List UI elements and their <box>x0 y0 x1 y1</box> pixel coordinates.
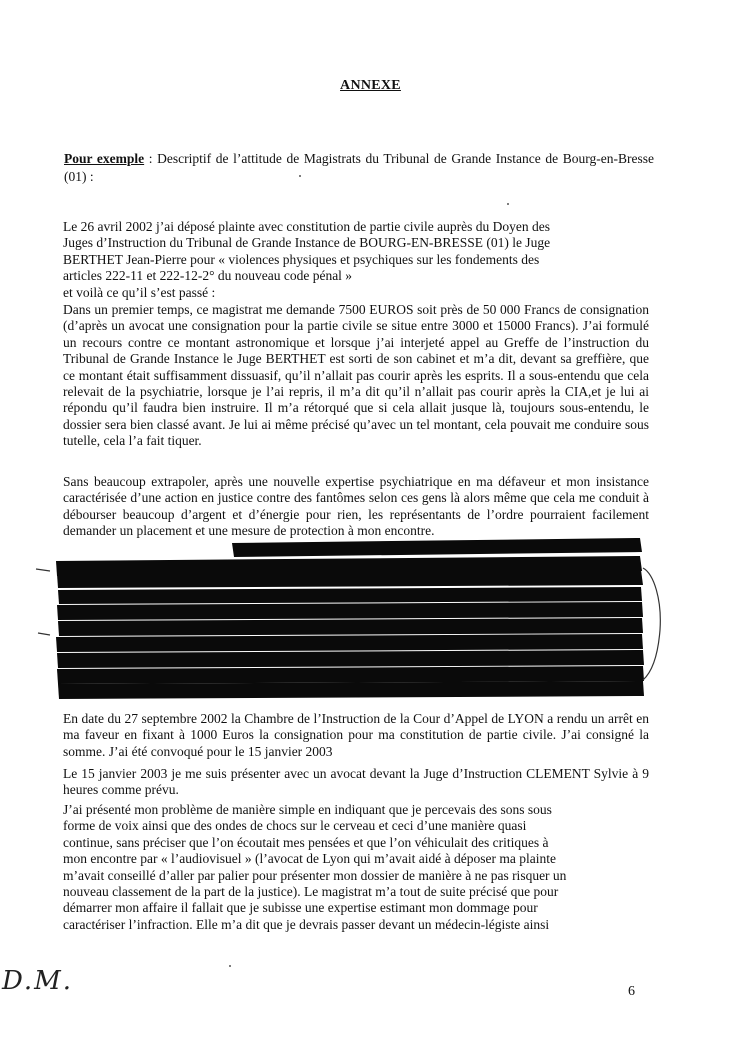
redaction-bar <box>57 666 644 684</box>
margin-mark <box>36 569 50 571</box>
redaction-bar <box>56 556 642 576</box>
margin-mark <box>643 568 660 680</box>
redaction-bar <box>57 570 643 588</box>
text-line: caractériser l’infraction. Elle m’a dit que je devrais passer devant un médecin-légiste ainsi <box>63 916 550 932</box>
redaction-bar <box>58 681 644 699</box>
paragraph-hearing <box>63 766 649 799</box>
page-title: ANNEXE <box>340 78 401 93</box>
text-line: Juges d’Instruction du Tribunal de Grande Instance de BOURG-EN-BRESSE (01) le Juge <box>63 235 551 251</box>
paragraph-presentation <box>63 802 649 933</box>
page-number: 6 <box>628 984 635 999</box>
handwritten-initials: D.M. <box>2 966 74 996</box>
text-line: articles 222-11 et 222-12-2° du nouveau code pénal » <box>63 268 353 284</box>
text-line: continue, sans préciser que l’on écoutait mes pensées et que l’on véhiculait des critiques à <box>63 834 549 850</box>
text-paragraph: En date du 27 septembre 2002 la Chambre de l’Instruction de la Cour d’Appel de LYON a rendu un arrêt en ma faveur en fixant à 1000 Euros la consignation pour ma constitution de partie civile. J’ai consigné la somme. J’ai été convoqué pour le 15 janvier 2003 <box>63 711 649 759</box>
text-line: démarrer mon affaire il fallait que je subisse une expertise estimant mon dommage pour <box>63 900 538 916</box>
redaction-bar <box>57 602 643 620</box>
redaction-bar <box>58 587 642 604</box>
speck <box>507 203 509 205</box>
text-line: Le 26 avril 2002 j’ai déposé plainte avec constitution de partie civile auprès du Doyen des <box>63 219 550 234</box>
example-heading <box>64 150 654 186</box>
paragraph-extrapolation <box>63 474 649 540</box>
redaction-bar <box>58 618 643 636</box>
text-line: m’avait conseillé d’aller par palier pour présenter mon dossier de manière à ne pas risquer un <box>63 867 567 883</box>
paragraph-complaint <box>63 219 649 301</box>
text-line: et voilà ce qu’il s’est passé : <box>63 284 216 300</box>
margin-mark <box>38 633 50 635</box>
example-lead: Pour exemple <box>64 151 145 166</box>
redaction-bar <box>56 634 643 652</box>
text-paragraph: Le 15 janvier 2003 je me suis présenter avec un avocat devant la Juge d’Instruction CLEMENT Sylvie à 9 heures comme prévu. <box>63 766 649 798</box>
redaction-bar <box>57 650 644 668</box>
text-line: nouveau classement de la part de la justice). Le magistrat m’a tout de suite précisé que pour <box>63 884 559 900</box>
text-paragraph: Dans un premier temps, ce magistrat me demande 7500 EUROS soit près de 50 000 Francs de consignation (d’après un avocat une consignation pour la partie civile se situe entre 3000 et 15000 Francs). J’ai formulé un recours contre ce montant astronomique et lorsque j’ai interjeté appel au Greffe de l’instruction du Tribunal de Grande Instance le Juge BERTHET est sorti de son cabinet et m’a dit, devant sa greffière, que ce montant était suffisamment dissuasif, qu’il n’allait pas courir après les esprits. Il a sous-entendu que cela relevait de la psychiatrie, lorsque je l’ai repris, il m’a dit qu’il n’allait pas courir après la CIA,et je lui ai répondu qu’il faudra bien instruire. Il m’a rétorqué que si cela allait jusque là, toujours sous-entendu, le dossier sera bien classé avant. Je lui ai même précisé qu’avec un tel montant, cela pouvait me conduire sous tutelle, cela l’a fait tiquer. <box>63 302 649 449</box>
text-line: J’ai présenté mon problème de manière simple en indiquant que je percevais des sons sous <box>63 802 552 817</box>
text-paragraph: Sans beaucoup extrapoler, après une nouvelle expertise psychiatrique en ma défaveur et mon insistance caractérisée d’une action en justice contre des fantômes selon ces gens là alors même que cela me conduit à débourser beaucoup d’argent et d’énergie pour rien, les représentants de l’ordre pourraient facilement demander un placement et une mesure de protection à mon encontre. <box>63 474 649 539</box>
text-line: forme de voix ainsi que des ondes de chocs sur le cerveau et ceci d’une manière quasi <box>63 818 527 834</box>
text-line: BERTHET Jean-Pierre pour « violences physiques et psychiques sur les fondements des <box>63 251 540 267</box>
redaction-bar <box>232 538 642 557</box>
paragraph-appeal <box>63 711 649 760</box>
paragraph-consignation <box>63 302 649 450</box>
speck <box>229 965 231 967</box>
text-line: mon encontre par « l’audiovisuel » (l’avocat de Lyon qui m’avait aidé à déposer ma plainte <box>63 851 556 867</box>
example-text: : Descriptif de l’attitude de Magistrats du Tribunal de Grande Instance de Bourg-en-Bresse (01) : <box>64 151 654 184</box>
